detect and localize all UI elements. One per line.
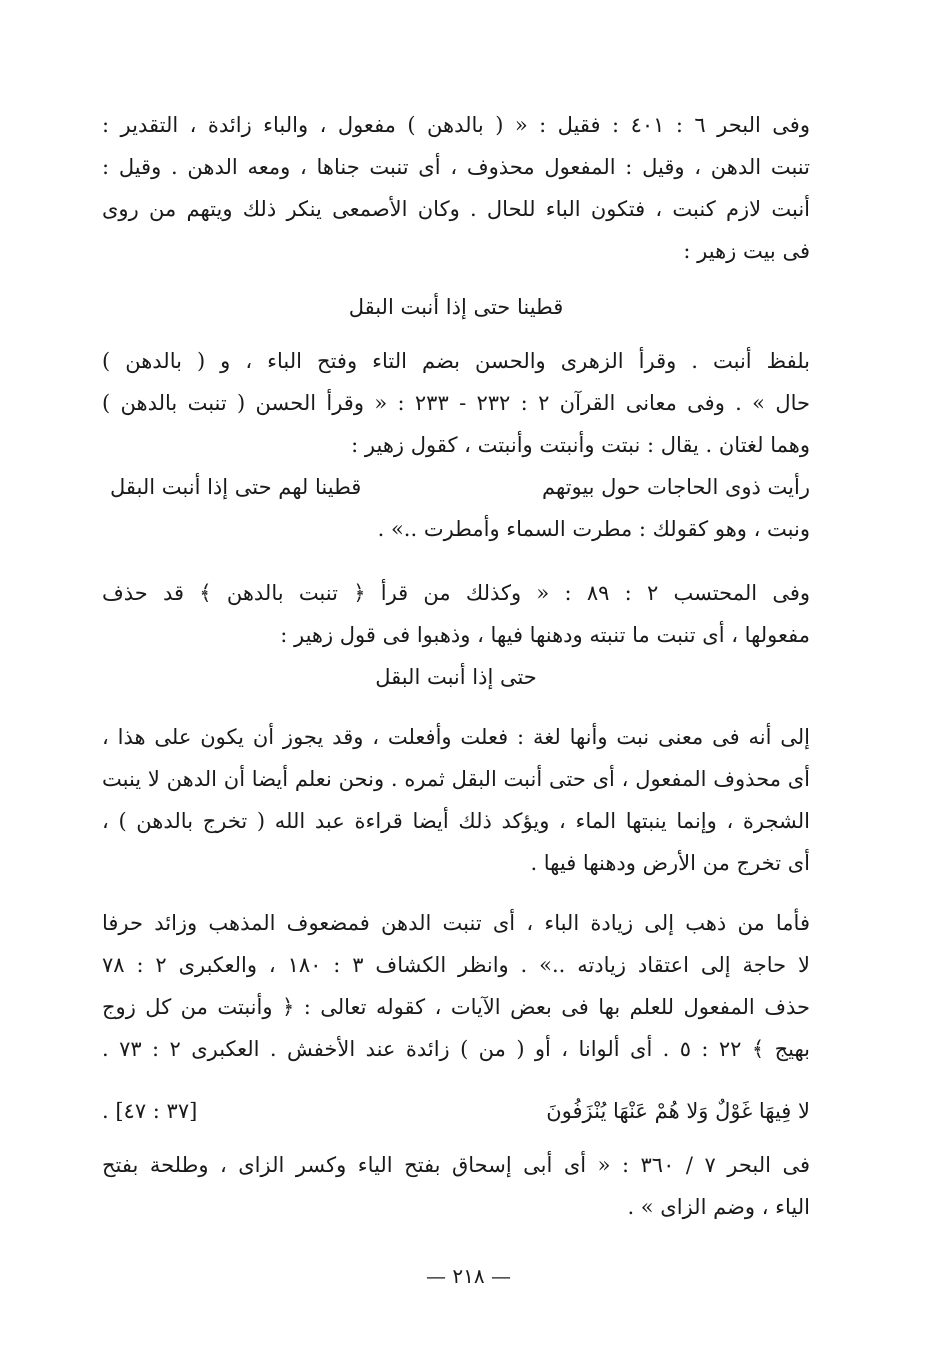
text-line: ونبت ، وهو كقولك : مطرت السماء وأمطرت ..» . xyxy=(377,517,810,541)
paragraph-bahr-1 xyxy=(102,104,810,272)
poetry-verse xyxy=(102,466,810,508)
quran-verse-line xyxy=(102,1090,810,1132)
verse-line: حتى إذا أنبت البقل xyxy=(375,665,537,689)
quran-verse-text: لا فِيهَا غَوْلٌ وَلا هُمْ عَنْهَا يُنْزَفُونَ xyxy=(546,1099,810,1123)
page-number: — ٢١٨ — xyxy=(426,1264,511,1288)
paragraph-reading xyxy=(102,340,810,550)
text-line: الياء ، وضم الزاى » . xyxy=(627,1195,810,1219)
quran-quote xyxy=(102,1090,810,1132)
text-line: وفى البحر ٦ : ٤٠١ : فقيل : « ( بالدهن ) مفعول ، والباء زائدة ، التقدير : xyxy=(102,113,810,137)
text-line: وفى المحتسب ٢ : ٨٩ : « وكذلك من قرأ ﴿ تنبت بالدهن ﴾ قد حذف xyxy=(102,581,810,605)
text-line: وهما لغتان . يقال : نبتت وأنبتت وأنبتت ، كقول زهير : xyxy=(351,433,810,457)
text-line: فأما من ذهب إلى زيادة الباء ، أى تنبت الدهن فمضعوف المذهب وزائد حرفا xyxy=(102,911,810,935)
text-line: فى بيت زهير : xyxy=(683,239,810,263)
text-line: أنبت لازم كنبت ، فتكون الباء للحال . وكان الأصمعى ينكر ذلك ويتهم من روى xyxy=(102,197,810,221)
paragraph-zaida xyxy=(102,902,810,1070)
text-line: حذف المفعول للعلم بها فى بعض الآيات ، كقوله تعالى : ﴿ وأنبتت من كل زوج xyxy=(102,995,810,1019)
text-line: مفعولها ، أى تنبت ما تنبته ودهنها فيها ، وذهبوا فى قول زهير : xyxy=(280,623,810,647)
first-hemistich: رأيت ذوى الحاجات حول بيوتهم xyxy=(541,475,810,499)
text-line: لا حاجة إلى اعتقاد زيادته ..» . وانظر الكشاف ٣ : ١٨٠ ، والعكبرى ٢ : ٧٨ xyxy=(102,953,810,977)
text-line: بهيج ﴾ ٢٢ : ٥ . أى ألوانا ، أو ( من ) زائدة عند الأخفش . العكبرى ٢ : ٧٣ . xyxy=(102,1037,810,1061)
paragraph-meaning xyxy=(102,716,810,884)
quran-reference: [٣٧ : ٤٧] . xyxy=(102,1099,198,1123)
text-line: بلفظ أنبت . وقرأ الزهرى والحسن بضم التاء وفتح الباء ، و ( بالدهن ) xyxy=(102,349,810,373)
paragraph-bahr-2 xyxy=(102,1144,810,1228)
text-line: تنبت الدهن ، وقيل : المفعول محذوف ، أى تنبت جناها ، ومعه الدهن . وقيل : xyxy=(102,155,810,179)
verse-quote-1 xyxy=(102,286,810,328)
text-line: أى تخرج من الأرض ودهنها فيها . xyxy=(530,851,810,875)
second-hemistich: قطينا لهم حتى إذا أنبت البقل xyxy=(110,475,362,499)
text-line: الشجرة ، وإنما ينبتها الماء ، ويؤكد ذلك أيضا قراءة عبد الله ( تخرج بالدهن ) ، xyxy=(102,809,810,833)
text-line: أى محذوف المفعول ، أى حتى أنبت البقل ثمره . ونحن نعلم أيضا أن الدهن لا ينبت xyxy=(102,767,810,791)
text-line: حال » . وفى معانى القرآن ٢ : ٢٣٢ - ٢٣٣ : « وقرأ الحسن ( تنبت بالدهن ) xyxy=(102,391,810,415)
text-line: فى البحر ٧ / ٣٦٠ : « أى أبى إسحاق بفتح الياء وكسر الزاى ، وطلحة بفتح xyxy=(102,1153,810,1177)
verse-line: قطينا حتى إذا أنبت البقل xyxy=(348,295,564,319)
paragraph-muhtasab xyxy=(102,572,810,698)
text-line: إلى أنه فى معنى نبت وأنها لغة : فعلت وأفعلت ، وقد يجوز أن يكون على هذا ، xyxy=(102,725,810,749)
